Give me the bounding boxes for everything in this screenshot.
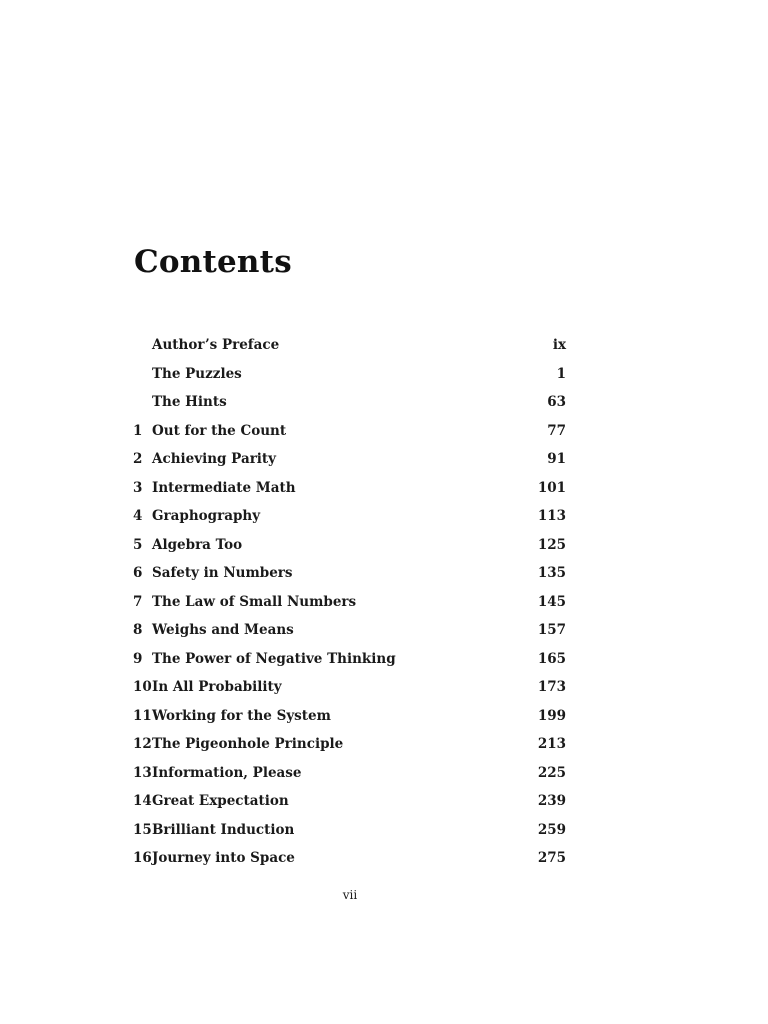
chapter-page-number: 173 [537,679,566,695]
chapter-title: Great Expectation [152,793,289,809]
chapter-title: Graphography [152,508,261,524]
toc-entry [133,850,566,879]
table-of-contents [133,337,566,879]
chapter-number: 4 [133,508,143,524]
chapter-page-number: 239 [537,793,566,809]
toc-entry [133,822,566,851]
toc-entry [133,394,566,423]
toc-entry [133,565,566,594]
chapter-page-number: 63 [547,394,566,410]
toc-entry [133,366,566,395]
chapter-title: The Law of Small Numbers [152,593,357,610]
toc-entry [133,451,566,480]
chapter-number: 13 [133,764,152,781]
chapter-page-number: 1 [556,365,566,382]
chapter-title: Author’s Preface [152,337,280,353]
toc-entry [133,423,566,452]
chapter-title: In All Probability [152,679,282,695]
chapter-number: 14 [133,793,152,809]
chapter-page-number: ix [552,337,566,353]
toc-entry [133,765,566,794]
chapter-title: The Pigeonhole Principle [152,736,344,752]
chapter-number: 2 [133,451,143,467]
toc-entry [133,537,566,566]
chapter-page-number: 145 [537,593,566,610]
chapter-title: Weighs and Means [152,622,294,638]
page-title: Contents [134,244,292,280]
chapter-title: Journey into Space [152,850,295,866]
chapter-number: 3 [133,479,143,496]
chapter-page-number: 101 [537,479,566,496]
chapter-title: Achieving Parity [152,451,277,467]
page-number: vii [342,888,358,902]
chapter-title: Out for the Count [152,422,287,439]
chapter-title: The Puzzles [152,365,242,382]
chapter-number: 5 [133,536,143,553]
chapter-title: Working for the System [152,707,331,724]
chapter-page-number: 199 [537,707,566,724]
chapter-title: Safety in Numbers [152,565,293,581]
toc-entry [133,736,566,765]
toc-entry [133,622,566,651]
chapter-number: 12 [133,736,152,752]
chapter-page-number: 77 [547,422,566,439]
chapter-number: 7 [133,593,143,610]
chapter-number: 10 [133,679,152,695]
chapter-number: 15 [133,821,152,838]
toc-entry [133,337,566,366]
chapter-page-number: 157 [537,622,566,638]
chapter-page-number: 125 [537,536,566,553]
toc-entry [133,708,566,737]
toc-entry [133,651,566,680]
chapter-page-number: 113 [537,508,566,524]
chapter-number: 11 [133,707,152,724]
chapter-page-number: 213 [537,736,566,752]
chapter-title: The Power of Negative Thinking [152,650,396,667]
chapter-title: Information, Please [152,764,302,781]
chapter-title: Brilliant Induction [152,821,295,838]
chapter-title: Intermediate Math [152,479,296,496]
chapter-page-number: 135 [537,565,566,581]
toc-entry [133,793,566,822]
chapter-title: The Hints [152,394,227,410]
chapter-number: 1 [133,422,143,439]
toc-entry [133,508,566,537]
chapter-title: Algebra Too [152,536,243,553]
chapter-number: 9 [133,650,143,667]
chapter-number: 6 [133,565,143,581]
toc-entry [133,679,566,708]
toc-entry [133,594,566,623]
chapter-page-number: 275 [537,850,566,866]
chapter-number: 16 [133,850,152,866]
toc-entry [133,480,566,509]
chapter-number: 8 [133,622,143,638]
chapter-page-number: 259 [537,821,566,838]
chapter-page-number: 165 [537,650,566,667]
chapter-page-number: 91 [547,451,566,467]
chapter-page-number: 225 [537,764,566,781]
